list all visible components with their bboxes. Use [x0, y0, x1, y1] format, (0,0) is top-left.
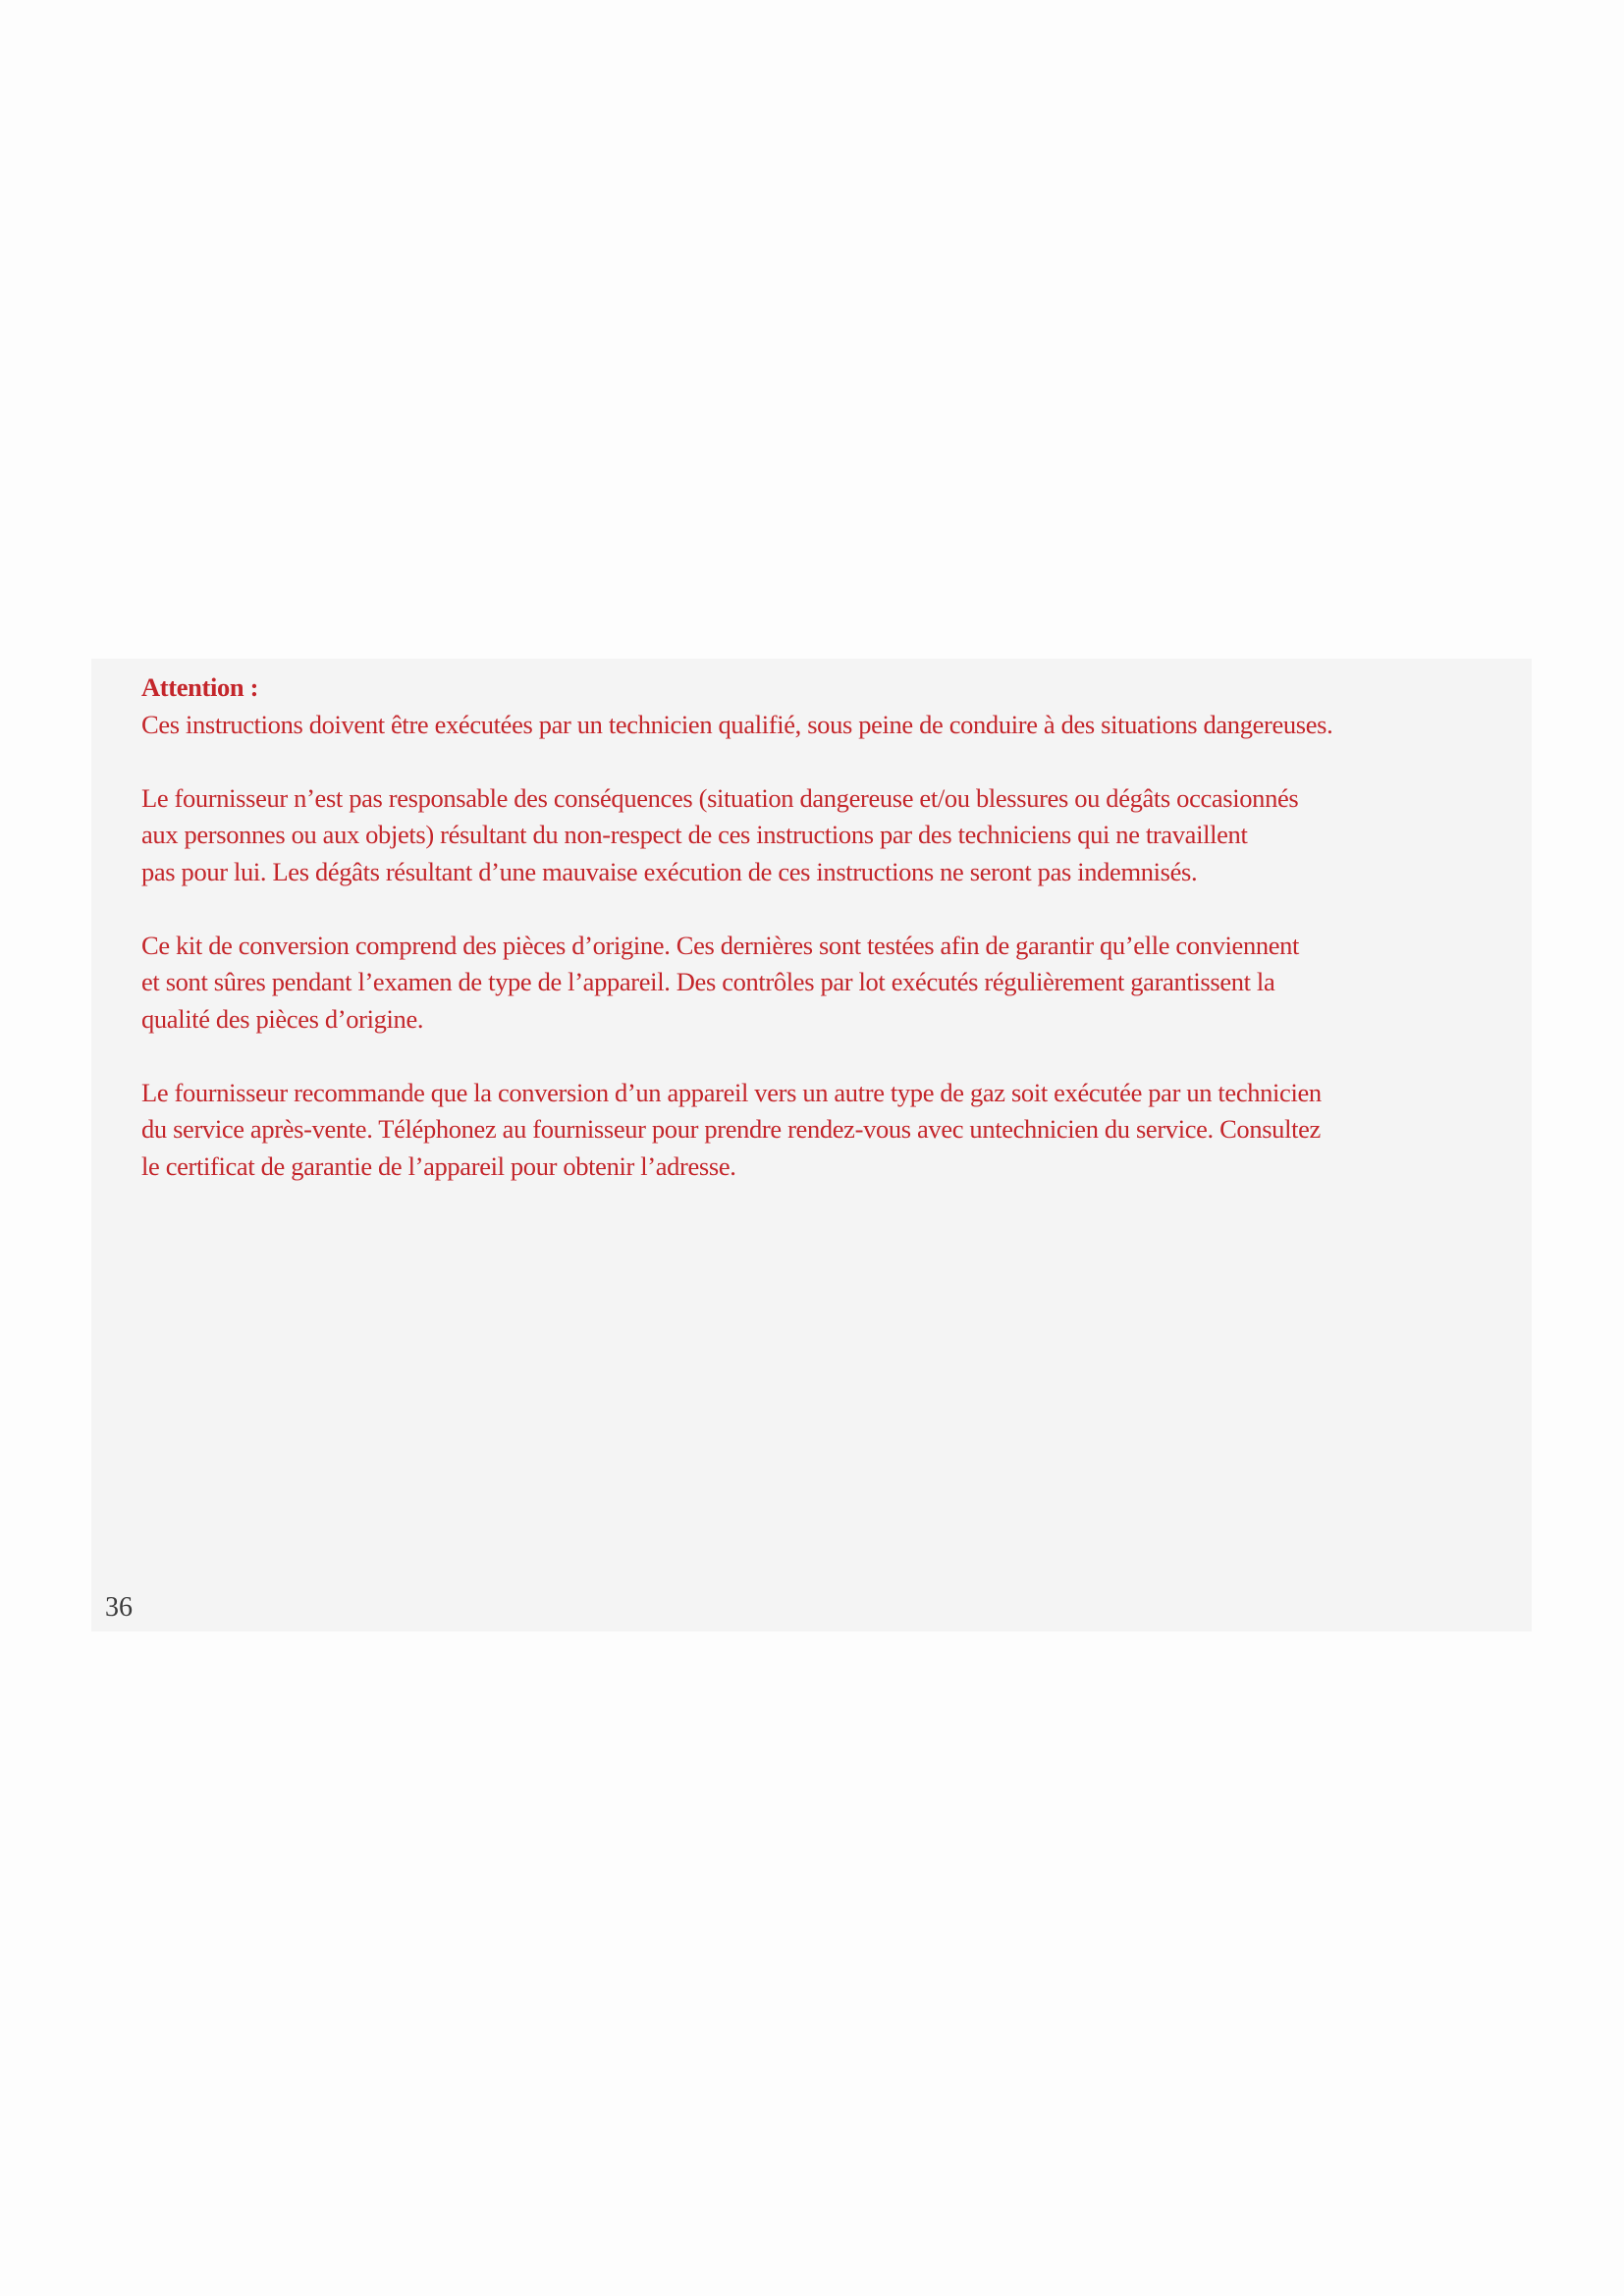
paragraph-line: qualité des pièces d’origine. — [141, 1003, 424, 1034]
paragraph-line: aux personnes ou aux objets) résultant du non-respect de ces instructions par des techniciens qui ne travaillent — [141, 820, 1248, 849]
notice-paragraph-original-parts — [141, 928, 1506, 1039]
notice-paragraph-service-recommendation — [141, 1075, 1506, 1186]
paragraph-line: du service après-vente. Téléphonez au fournisseur pour prendre rendez-vous avec untechnicien du service. Consultez — [141, 1114, 1321, 1144]
paragraph-line: Le fournisseur recommande que la conversion d’un appareil vers un autre type de gaz soit exécutée par un technicien — [141, 1077, 1322, 1107]
page-number: 36 — [105, 1592, 133, 1623]
paragraph-line: le certificat de garantie de l’appareil pour obtenir l’adresse. — [141, 1150, 736, 1181]
notice-heading: Attention : — [141, 672, 259, 702]
notice-panel — [91, 659, 1532, 1631]
paragraph-line: Le fournisseur n’est pas responsable des conséquences (situation dangereuse et/ou blessures ou dégâts occasionnés — [141, 782, 1299, 813]
notice-paragraph-liability — [141, 780, 1506, 891]
paragraph-line: et sont sûres pendant l’examen de type de l’appareil. Des contrôles par lot exécutés régulièrement garantissent la — [141, 967, 1275, 996]
paragraph-line: Ce kit de conversion comprend des pièces d’origine. Ces dernières sont testées afin de garantir qu’elle conviennent — [141, 930, 1300, 960]
notice-paragraph-qualified-technician — [141, 707, 1506, 744]
paragraph-line: pas pour lui. Les dégâts résultant d’une mauvaise exécution de ces instructions ne seront pas indemnisés. — [141, 856, 1198, 886]
notice-content — [141, 669, 1506, 1185]
paragraph-line: Ces instructions doivent être exécutées par un technicien qualifié, sous peine de conduire à des situations dangereuses. — [141, 709, 1333, 739]
